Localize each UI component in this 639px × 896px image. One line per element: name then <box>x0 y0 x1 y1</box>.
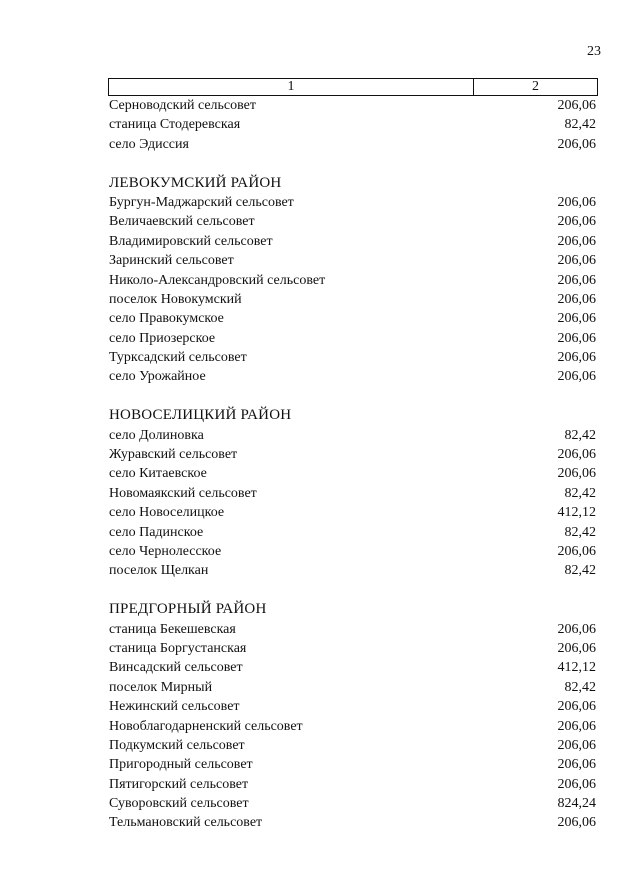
row-name: Новомаякский сельсовет <box>109 485 257 501</box>
table-row <box>109 639 596 658</box>
row-value: 824,24 <box>557 796 596 812</box>
row-value: 206,06 <box>557 737 596 753</box>
row-name: станица Боргустанская <box>109 640 247 656</box>
row-name: Пятигорский сельсовет <box>109 776 249 792</box>
row-value: 206,06 <box>557 640 596 656</box>
row-name: Николо-Александровский сельсовет <box>109 272 326 288</box>
row-value: 82,42 <box>564 485 596 501</box>
row-value: 412,12 <box>557 660 596 676</box>
row-name: село Долиновка <box>109 427 204 443</box>
table-row <box>109 426 596 445</box>
row-value: 412,12 <box>557 505 596 521</box>
row-value: 206,06 <box>557 330 596 346</box>
table-row <box>109 445 596 464</box>
section-spacer <box>109 581 596 600</box>
row-value: 206,06 <box>557 272 596 288</box>
row-value: 206,06 <box>557 350 596 366</box>
row-name: село Урожайное <box>109 369 206 385</box>
table-row <box>109 193 596 212</box>
table-row <box>109 251 596 270</box>
row-value: 206,06 <box>557 233 596 249</box>
table-row <box>109 367 596 386</box>
row-name: село Падинское <box>109 524 204 540</box>
table-row <box>109 755 596 774</box>
row-name: станица Стодеревская <box>109 117 241 133</box>
table-header <box>108 78 598 96</box>
table-row <box>109 813 596 832</box>
table-row <box>109 212 596 231</box>
table-row <box>109 348 596 367</box>
row-name: Новоблагодарненский сельсовет <box>109 718 303 734</box>
table-row <box>109 232 596 251</box>
row-name: Серноводский сельсовет <box>109 98 256 113</box>
row-name: село Новоселицкое <box>109 505 225 521</box>
table-row <box>109 96 596 115</box>
row-value: 206,06 <box>557 311 596 327</box>
row-name: Суворовский сельсовет <box>109 796 249 812</box>
row-value: 82,42 <box>564 563 596 579</box>
section-spacer <box>109 387 596 406</box>
table-row <box>109 115 596 134</box>
row-value: 206,06 <box>557 98 596 113</box>
table-row <box>109 697 596 716</box>
table-row <box>109 503 596 522</box>
table-row <box>109 290 596 309</box>
row-name: Величаевский сельсовет <box>109 214 255 230</box>
row-value: 206,06 <box>557 369 596 385</box>
row-value: 82,42 <box>564 117 596 133</box>
row-name: поселок Мирный <box>109 679 213 695</box>
table-row <box>109 678 596 697</box>
row-value: 82,42 <box>564 524 596 540</box>
table-header-col2: 2 <box>532 79 539 94</box>
table-row <box>109 561 596 580</box>
row-value: 206,06 <box>557 718 596 734</box>
row-value: 206,06 <box>557 466 596 482</box>
row-name: село Чернолесское <box>109 543 222 559</box>
table-row <box>109 484 596 503</box>
row-value: 206,06 <box>557 136 596 152</box>
row-name: село Китаевское <box>109 466 207 482</box>
row-value: 206,06 <box>557 757 596 773</box>
row-name: поселок Щелкан <box>109 563 209 579</box>
table-row <box>109 620 596 639</box>
table-row <box>109 542 596 561</box>
section-heading: НОВОСЕЛИЦКИЙ РАЙОН <box>109 407 292 424</box>
row-value: 206,06 <box>557 621 596 637</box>
table-row <box>109 329 596 348</box>
table-row <box>109 523 596 542</box>
row-value: 206,06 <box>557 194 596 210</box>
table-row <box>109 464 596 483</box>
row-name: село Правокумское <box>109 311 224 327</box>
table-body <box>109 96 596 833</box>
row-value: 206,06 <box>557 699 596 715</box>
row-value: 82,42 <box>564 427 596 443</box>
section-heading: ЛЕВОКУМСКИЙ РАЙОН <box>109 174 282 191</box>
table-row <box>109 271 596 290</box>
row-value: 206,06 <box>557 815 596 831</box>
row-name: Нежинский сельсовет <box>109 699 240 715</box>
section-spacer <box>109 154 596 173</box>
row-value: 206,06 <box>557 776 596 792</box>
table-row <box>109 794 596 813</box>
row-value: 206,06 <box>557 214 596 230</box>
row-name: поселок Новокумский <box>109 291 242 307</box>
table-row <box>109 775 596 794</box>
table-row <box>109 658 596 677</box>
row-name: Владимировский сельсовет <box>109 233 273 249</box>
row-name: станица Бекешевская <box>109 621 236 637</box>
row-name: Туркcадский сельсовет <box>109 350 247 366</box>
row-name: Журавский сельсовет <box>109 447 238 463</box>
row-value: 206,06 <box>557 447 596 463</box>
row-name: Подкумский сельсовет <box>109 737 245 753</box>
row-name: село Приозерское <box>109 330 216 346</box>
row-name: Заринский сельсовет <box>109 253 234 269</box>
row-name: Винсадский сельсовет <box>109 660 243 676</box>
section-heading: ПРЕДГОРНЫЙ РАЙОН <box>109 601 267 618</box>
row-name: Тельмановский сельсовет <box>109 815 263 831</box>
page-number: 23 <box>587 44 601 59</box>
table-row <box>109 717 596 736</box>
row-name: Бургун-Маджарский сельсовет <box>109 194 294 210</box>
row-value: 206,06 <box>557 253 596 269</box>
row-name: Пригородный сельсовет <box>109 757 253 773</box>
table-header-col1: 1 <box>109 79 474 95</box>
row-name: село Эдиссия <box>109 136 189 152</box>
table-row <box>109 135 596 154</box>
row-value: 82,42 <box>564 679 596 695</box>
table-row <box>109 736 596 755</box>
row-value: 206,06 <box>557 543 596 559</box>
row-value: 206,06 <box>557 291 596 307</box>
table-row <box>109 309 596 328</box>
